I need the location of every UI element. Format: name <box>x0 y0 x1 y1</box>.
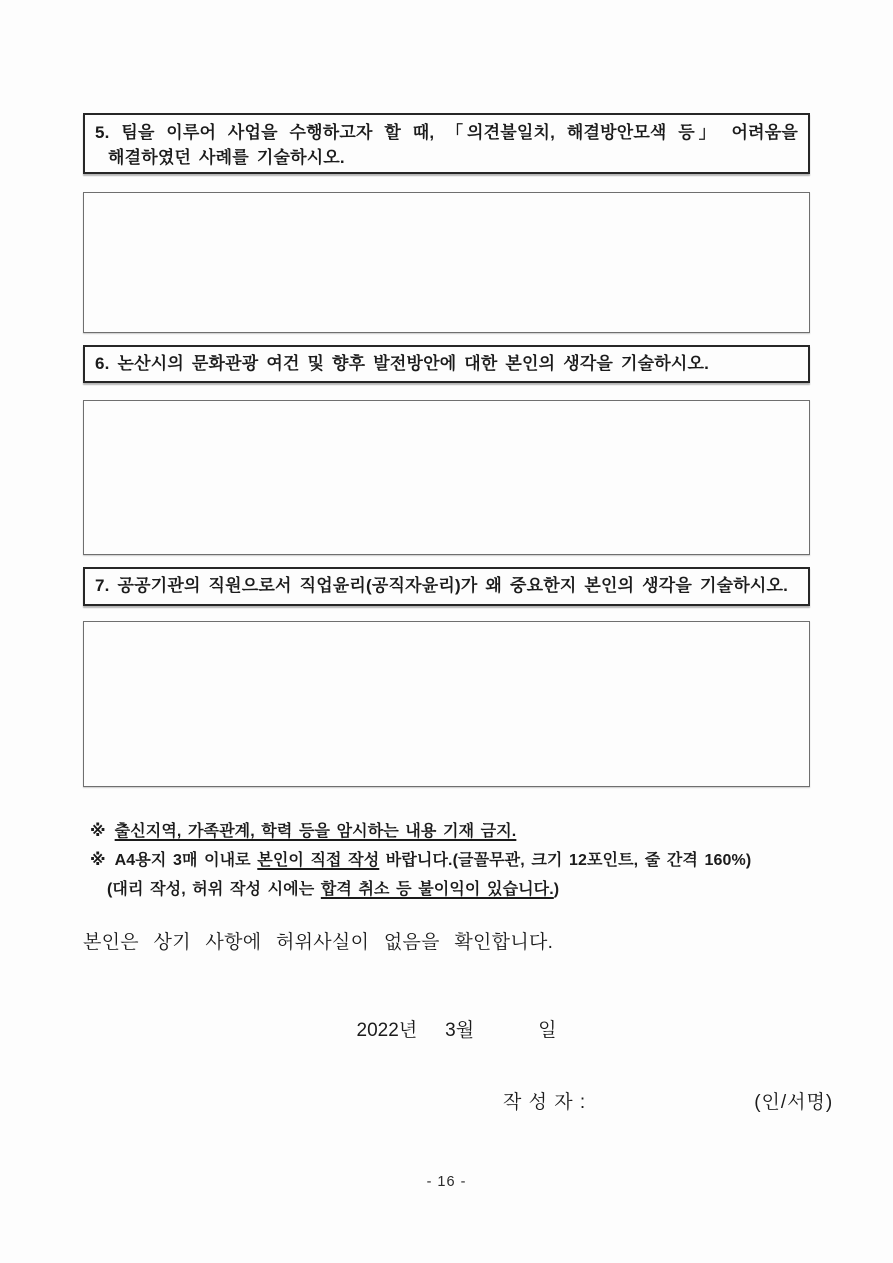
note-a4-limit <box>90 846 810 875</box>
note-no-personal-info <box>90 817 810 846</box>
note-3-text-pre: (대리 작성, 허위 작성 시에는 <box>107 881 321 898</box>
note-proxy-warning <box>90 875 810 904</box>
confirmation-statement: 본인은 상기 사항에 허위사실이 없음을 확인합니다. <box>83 932 554 953</box>
note-2-text-pre: A4용지 3매 이내로 <box>114 852 258 869</box>
question-6-text: 6. 논산시의 문화관광 여건 및 향후 발전방안에 대한 본인의 생각을 기술하시오. <box>95 354 710 373</box>
question-6-header-box <box>83 345 810 383</box>
reference-mark-icon: ※ <box>90 852 106 869</box>
question-5-header-box <box>83 113 810 174</box>
note-2-text-post: 바랍니다.(글꼴무관, 크기 12포인트, 줄 간격 160%) <box>379 852 752 869</box>
date-line <box>103 1018 810 1044</box>
page-number: - 16 - <box>426 1174 467 1190</box>
form-content <box>83 0 834 1192</box>
note-3-underlined-text: 합격 취소 등 불이익이 있습니다. <box>320 881 554 898</box>
question-7-header-box <box>83 567 810 606</box>
date-month: 3월 <box>445 1020 475 1041</box>
question-5-text-line1: 5. 팀을 이루어 사업을 수행하고자 할 때, 「의견불일치, 해결방안모색 등」 어려움을 <box>95 123 798 142</box>
signature-label: 작 성 자 : <box>503 1092 587 1113</box>
answer-box-question-7 <box>83 621 810 787</box>
seal-or-signature-note: (인/서명) <box>754 1092 834 1113</box>
note-2-underlined-text: 본인이 직접 작성 <box>257 852 380 869</box>
answer-box-question-5 <box>83 192 810 333</box>
note-3-text-post: ) <box>553 881 560 898</box>
date-day: 일 <box>538 1020 557 1041</box>
answer-box-question-6 <box>83 400 810 555</box>
date-year: 2022년 <box>356 1020 418 1041</box>
question-5-text-line2: 해결하였던 사례를 기술하시오. <box>108 148 345 167</box>
question-7-text: 7. 공공기관의 직원으로서 직업윤리(공직자윤리)가 왜 중요한지 본인의 생각을 기술하시오. <box>95 576 788 595</box>
notes-section <box>83 817 810 904</box>
note-1-underlined-text: 출신지역, 가족관계, 학력 등을 암시하는 내용 기재 금지. <box>114 823 517 840</box>
signature-line <box>83 1090 834 1116</box>
reference-mark-icon: ※ <box>90 823 106 840</box>
